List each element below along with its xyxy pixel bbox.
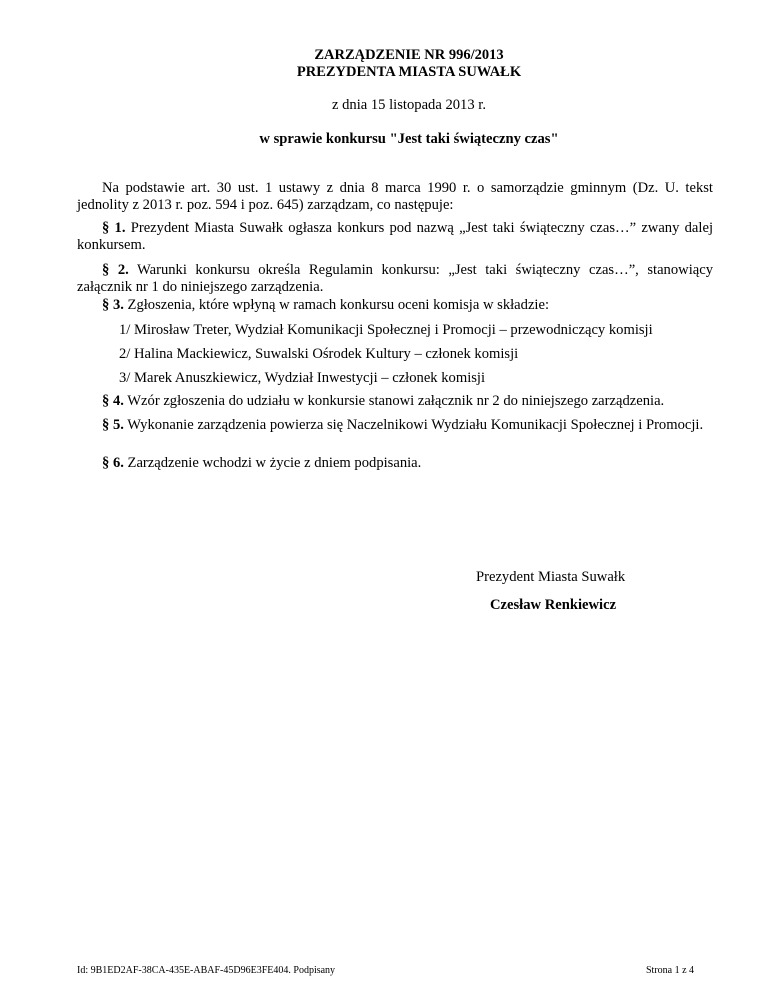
paragraph-label: § 3. [102, 297, 124, 313]
preamble: Na podstawie art. 30 ust. 1 ustawy z dnia 8 marca 1990 r. o samorządzie gminnym (Dz. U. tekst jednolity z 2013 r. poz. 594 i poz. 645) zarządzam, co następuje: [77, 180, 713, 213]
signature-name: Czesław Renkiewicz [490, 597, 617, 613]
paragraph-6 [77, 455, 713, 472]
paragraph-1 [77, 220, 713, 254]
title-line-2: PREZYDENTA MIASTA SUWAŁK [296, 64, 522, 80]
paragraph-label: § 6. [102, 455, 124, 471]
paragraph-2 [77, 262, 713, 296]
paragraph-text: Prezydent Miasta Suwałk ogłasza konkurs pod nazwą „Jest taki świąteczny czas…” zwany dalej konkursem. [77, 220, 713, 253]
paragraph-3 [77, 297, 713, 314]
paragraph-4 [77, 393, 713, 410]
committee-member-3: 3/ Marek Anuszkiewicz, Wydział Inwestycji – członek komisji [119, 370, 486, 386]
paragraph-text: Zarządzenie wchodzi w życie z dniem podpisania. [123, 455, 422, 471]
paragraph-label: § 4. [102, 393, 124, 409]
committee-member-1: 1/ Mirosław Treter, Wydział Komunikacji Społecznej i Promocji – przewodniczący komisji [119, 322, 653, 338]
signature-office: Prezydent Miasta Suwałk [476, 569, 626, 585]
title-line-1: ZARZĄDZENIE NR 996/2013 [314, 47, 504, 63]
committee-member-2: 2/ Halina Mackiewicz, Suwalski Ośrodek Kultury – członek komisji [119, 346, 519, 362]
footer-document-id: Id: 9B1ED2AF-38CA-435E-ABAF-45D96E3FE404. Podpisany [77, 965, 336, 976]
paragraph-5 [77, 417, 713, 434]
footer-page-number: Strona 1 z 4 [646, 965, 695, 976]
paragraph-text: Wzór zgłoszenia do udziału w konkursie stanowi załącznik nr 2 do niniejszego zarządzenia. [123, 393, 665, 409]
paragraph-label: § 5. [102, 417, 124, 433]
document-date: z dnia 15 listopada 2013 r. [331, 97, 487, 113]
paragraph-text: Warunki konkursu określa Regulamin konkursu: „Jest taki świąteczny czas…”, stanowiący załącznik nr 1 do niniejszego zarządzenia. [77, 262, 713, 295]
paragraph-label: § 2. [102, 262, 129, 278]
document-subject: w sprawie konkursu "Jest taki świąteczny czas" [259, 131, 559, 147]
paragraph-text: Wykonanie zarządzenia powierza się Naczelnikowi Wydziału Komunikacji Społecznej i Promocji. [123, 417, 704, 433]
paragraph-label: § 1. [102, 220, 126, 236]
paragraph-text: Zgłoszenia, które wpłyną w ramach konkursu oceni komisja w składzie: [123, 297, 550, 313]
document-header [0, 47, 768, 81]
